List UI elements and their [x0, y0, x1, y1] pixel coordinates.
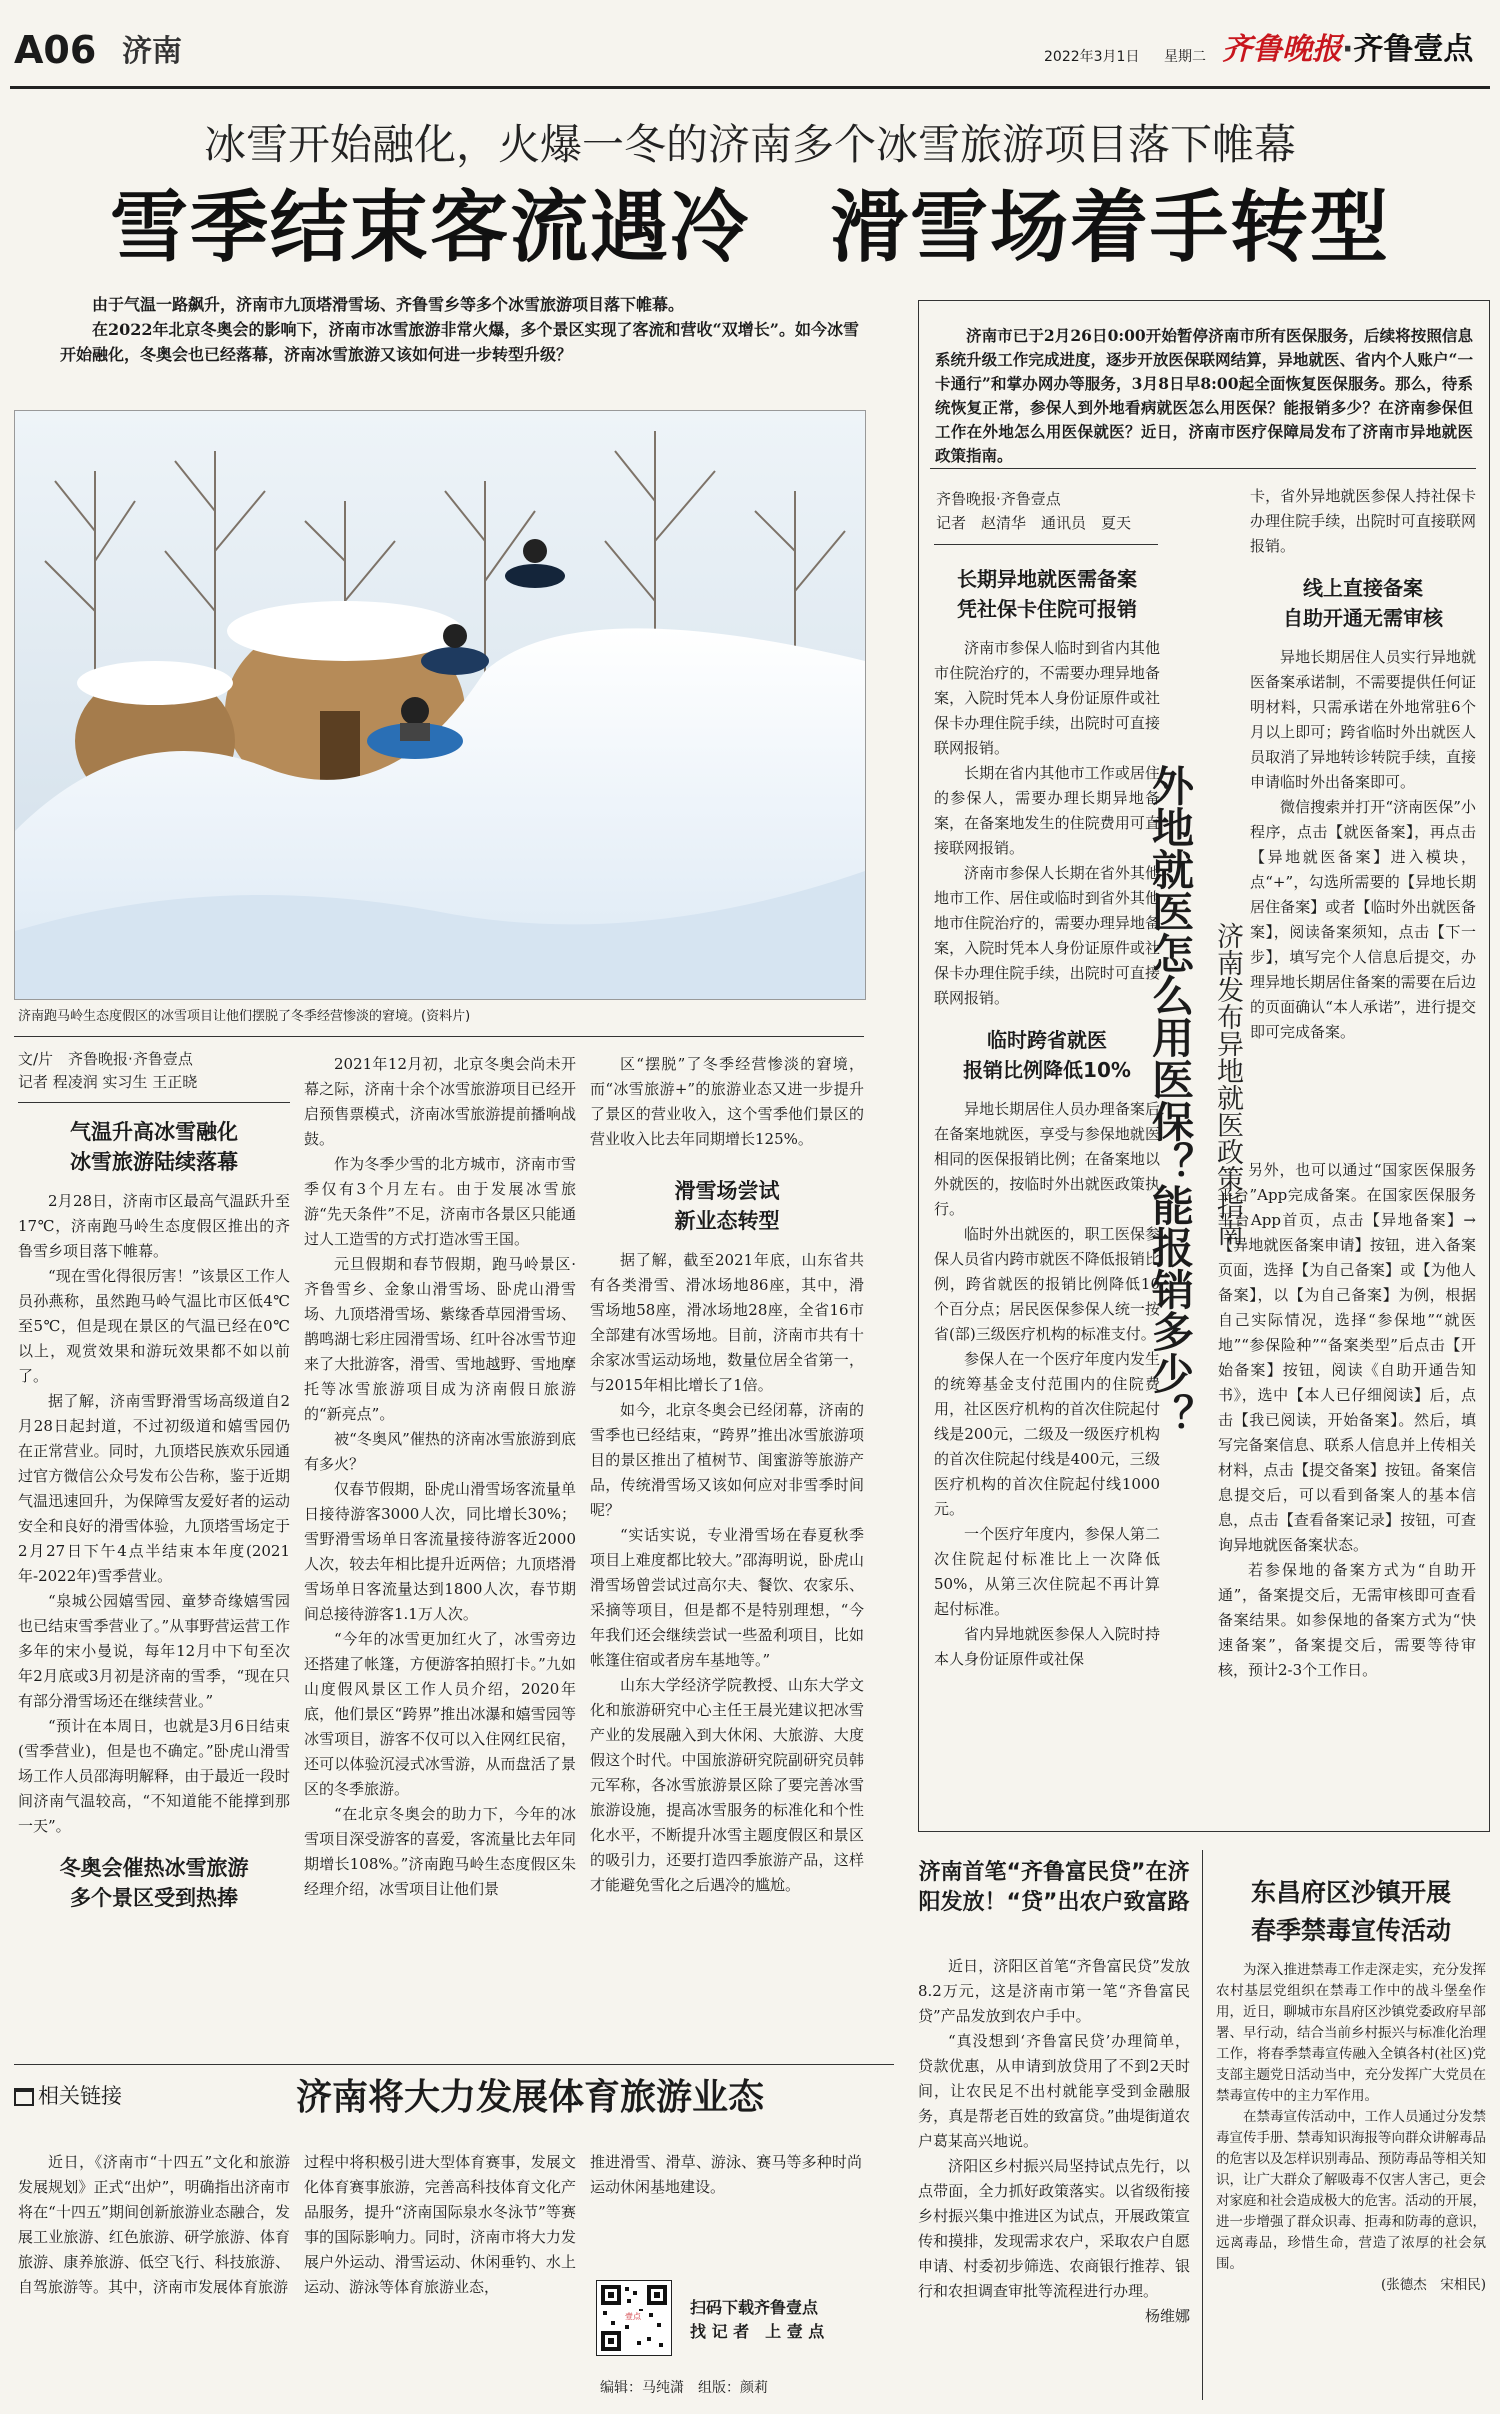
- lead-column-3: [590, 1052, 864, 1898]
- body-para: “真没想到‘齐鲁富民贷’办理简单，贷款优惠，从申请到放贷用了不到2天时间，让农民足不出村就能享受到金融服务，真是帮老百姓的致富贷。”曲堤街道农户葛某高兴地说。: [918, 2032, 1190, 2150]
- logo-black-text: 齐鲁壹点: [1353, 32, 1474, 67]
- qr-code[interactable]: [596, 2280, 672, 2356]
- sports-column-1: [18, 2150, 290, 2300]
- masthead-logo: [1222, 30, 1473, 70]
- qr-center-label: 壹点: [625, 2312, 641, 2321]
- related-link-label: [14, 2082, 122, 2110]
- medical-byline-1: 齐鲁晚报·齐鲁壹点: [936, 490, 1061, 508]
- photo-illustration: [15, 411, 865, 999]
- body-para: 近日，《济南市“十四五”文化和旅游发展规划》正式“出炉”，明确指出济南市将在“十四五”期间创新旅游业态融合，发展工业旅游、红色旅游、研学旅游、体育旅游、康养旅游、低空飞行、科技旅游、自驾旅游等。其中，济南市发展体育旅游: [18, 2153, 290, 2296]
- body-para: 近日，济阳区首笔“齐鲁富民贷”发放8.2万元，这是济南市第一笔“齐鲁富民贷”产品发放到农户手中。: [918, 1957, 1190, 2025]
- body-para: 据了解，济南雪野滑雪场高级道自2月28日起封道，不过初级道和嬉雪园仍在正常营业。同时，九顶塔民族欢乐园通过官方微信公众号发布公告称，鉴于近期气温迅速回升，为保障雪友爱好者的运动安全和良好的滑雪体验，九顶塔雪场定于2月27日下午4点半结束本年度(2021年-2022年)雪季营业。: [18, 1392, 290, 1585]
- medical-byline-2: 记者 赵清华 通讯员 夏天: [936, 514, 1132, 532]
- body-para: 如今，北京冬奥会已经闭幕，济南的雪季也已经结束，“跨界”推出冰雪旅游项目的景区推出了植树节、闺蜜游等旅游产品，传统滑雪场又该如何应对非雪季时间呢？: [590, 1401, 864, 1519]
- medical-small-title: 济南发布异地就医政策指南: [1212, 922, 1243, 1246]
- body-para: “实话实说，专业滑雪场在春夏秋季项目上难度都比较大。”邵海明说，卧虎山滑雪场曾尝试过高尔夫、餐饮、农家乐、采摘等项目，但是都不是特别理想，“今年我们还会继续尝试一些盈利项目，比如帐篷住宿或者房车基地等。”: [590, 1526, 864, 1669]
- body-para: 长期在省内其他市工作或居住的参保人，需要办理长期异地备案，在备案地发生的住院费用可直接联网报销。: [934, 764, 1160, 857]
- link-box-icon: [14, 2088, 34, 2106]
- body-para: 若参保地的备案方式为“自助开通”，备案提交后，无需审核即可查看备案结果。如参保地的备案方式为“快速备案”，备案提交后，需要等待审核，预计2-3个工作日。: [1218, 1561, 1476, 1679]
- lead-intro: [60, 292, 870, 367]
- body-para: 2021年12月初，北京冬奥会尚未开幕之际，济南十余个冰雪旅游项目已经开启预售票模式，济南冰雪旅游提前播响战鼓。: [304, 1055, 576, 1148]
- medical-byline-rule: [934, 544, 1158, 545]
- header-rule: [10, 86, 1490, 89]
- body-para: 参保人在一个医疗年度内发生的统筹基金支付范围内的住院费用，社区医疗机构的首次住院起付线是200元，二级及一级医疗机构的首次住院起付线是400元，三级医疗机构的首次住院起付线1000元。: [934, 1350, 1160, 1518]
- qr-caption: 扫码下载齐鲁壹点 找 记 者 上 壹 点: [690, 2298, 825, 2341]
- drug-body: [1216, 1960, 1486, 2296]
- body-para: 济南市参保人长期在省外其他地市工作、居住或临时到省外其他地市住院治疗的，需要办理异地备案，入院时凭本人身份证原件或社保卡办理住院手续，出院时可直接联网报销。: [934, 864, 1160, 1007]
- body-para: 为深入推进禁毒工作走深走实，充分发挥农村基层党组织在禁毒工作中的战斗堡垒作用，近日，聊城市东昌府区沙镇党委政府早部署、早行动，结合当前乡村振兴与标准化治理工作，将春季禁毒宣传融入全镇各村(社区)党支部主题党日活动当中，充分发挥广大党员在禁毒宣传中的主力军作用。: [1216, 1962, 1486, 2104]
- section-name: 济南: [122, 34, 182, 69]
- body-para: 山东大学经济学院教授、山东大学文化和旅游研究中心主任王晨光建议把冰雪产业的发展融入到大休闲、大旅游、大度假这个时代。中国旅游研究院副研究员韩元军称，各冰雪旅游景区除了要完善冰雪旅游设施，提高冰雪服务的标准化和个性化水平，不断提升冰雪主题度假区和景区的吸引力，还要打造四季旅游产品，这样才能避免雪化之后遇冷的尴尬。: [590, 1676, 864, 1894]
- body-para: 据了解，截至2021年底，山东省共有各类滑雪、滑冰场地86座，其中，滑雪场地58座，滑冰场地28座，全省16市全部建有冰雪场地。目前，济南市共有十余家冰雪运动场地，数量位居全省第一，与2015年相比增长了1倍。: [590, 1251, 864, 1394]
- body-para: 临时外出就医的，职工医保参保人员省内跨市就医不降低报销比例，跨省就医的报销比例降低10个百分点；居民医保参保人统一按省(部)三级医疗机构的标准支付。: [934, 1225, 1160, 1343]
- subhead-cross-province: 临时跨省就医 报销比例降低10%: [963, 1028, 1131, 1082]
- lead-column-2: [304, 1052, 576, 1902]
- body-para: “泉城公园嬉雪园、童梦奇缘嬉雪园也已结束雪季营业了。”从事野营运营工作多年的宋小曼说，每年12月中下旬至次年2月底或3月初是济南的雪季，“现在只有部分滑雪场还在继续营业。”: [18, 1592, 290, 1710]
- subhead-melting: 气温升高冰雪融化 冰雪旅游陆续落幕: [70, 1120, 238, 1174]
- sports-title: 济南将大力发展体育旅游业态: [295, 2077, 764, 2118]
- subhead-online: 线上直接备案 自助开通无需审核: [1283, 576, 1443, 630]
- sports-column-2: [304, 2150, 576, 2300]
- byline-line-1: 文/片 齐鲁晚报·齐鲁壹点: [18, 1050, 193, 1068]
- loan-title: 济南首笔“齐鲁富民贷”在济阳发放！“贷”出农户致富路: [918, 1860, 1190, 1915]
- subhead-transformation: 滑雪场尝试 新业态转型: [674, 1179, 780, 1233]
- medical-column-a: [934, 550, 1160, 1672]
- photo-caption: 济南跑马岭生态度假区的冰雪项目让他们摆脱了冬季经营惨淡的窘境。(资料片): [18, 1009, 471, 1024]
- body-para: 被“冬奥风”催热的济南冰雪旅游到底有多火？: [304, 1430, 576, 1473]
- issue-date: 2022年3月1日: [1044, 49, 1140, 65]
- body-para: 济阳区乡村振兴局坚持试点先行，以点带面，全力抓好政策落实。以省级衔接乡村振兴集中推进区为试点，开展政策宣传和摸排，发现需求农户，采取农户自愿申请、村委初步筛选、农商银行推荐、银行和农担调查审批等流程进行办理。: [918, 2157, 1190, 2300]
- drug-author: (张德杰 宋相民): [1380, 2277, 1486, 2293]
- byline-line-2: 记者 程凌润 实习生 王正晓: [18, 1073, 198, 1091]
- body-para: 区“摆脱”了冬季经营惨淡的窘境，而“冰雪旅游+”的旅游业态又进一步提升了景区的营业收入，这个雪季他们景区的营业收入比去年同期增长125%。: [590, 1055, 864, 1148]
- subhead-long-term: 长期异地就医需备案 凭社保卡住院可报销: [957, 567, 1137, 621]
- intro-para: 在2022年北京冬奥会的影响下，济南市冰雪旅游非常火爆，多个景区实现了客流和营收“双增长”。如今冰雪开始融化，冬奥会也已经落幕，济南冰雪旅游又该如何进一步转型升级？: [60, 320, 859, 364]
- medical-column-c-bottom: [1218, 1158, 1476, 1683]
- kicker: 冰雪开始融化，火爆一冬的济南多个冰雪旅游项目落下帷幕: [203, 120, 1296, 169]
- subhead-olympics: 冬奥会催热冰雪旅游 多个景区受到热捧: [59, 1856, 249, 1910]
- caption-rule: [14, 1036, 864, 1037]
- body-para: 省内异地就医参保人入院时持本人身份证原件或社保: [934, 1625, 1160, 1668]
- loan-author: 杨维娜: [1144, 2307, 1190, 2325]
- body-para: 另外，也可以通过“国家医保服务平台”App完成备案。在国家医保服务平台App首页，点击【异地备案】→【异地就医备案申请】按钮，进入备案页面，选择【为自己备案】或【为他人备案】，以【为自己备案】为例，根据自己实际情况，选择“参保地”“就医地”“参保险种”“备案类型”后点击【开始备案】按钮，阅读《自助开通告知书》，选中【本人已仔细阅读】后，点击【我已阅读，开始备案】。然后，填写完备案信息、联系人信息并上传相关材料，点击【提交备案】按钮。备案信息提交后，可以看到备案人的基本信息，点击【查看备案记录】按钮，可查询异地就医备案状态。: [1218, 1161, 1476, 1554]
- body-para: “预计在本周日，也就是3月6日结束(雪季营业)，但是也不确定。”卧虎山滑雪场工作人员邵海明解释，由于最近一段时间济南气温较高，“不知道能不能撑到那一天”。: [18, 1717, 290, 1835]
- lead-column-1: [18, 1048, 290, 1925]
- body-para: 微信搜索并打开“济南医保”小程序，点击【就医备案】，再点击【异地就医备案】进入模块，点“+”，勾选所需要的【异地长期居住备案】或者【临时外出就医备案】，阅读备案须知，点击【下一步】，填写完个人信息后提交，办理异地长期居住备案的需要在后边的页面确认“本人承诺”，进行提交即可完成备案。: [1250, 798, 1476, 1041]
- sports-column-3: [590, 2150, 862, 2200]
- related-link-text: 相关链接: [38, 2084, 122, 2108]
- loan-body: [918, 1954, 1190, 2329]
- body-para: 在禁毒宣传活动中，工作人员通过分发禁毒宣传手册、禁毒知识海报等向群众讲解毒品的危害以及怎样识别毒品、预防毒品等相关知识，让广大群众了解吸毒不仅害人害己，更会对家庭和社会造成极大的危害。活动的开展，进一步增强了群众识毒、拒毒和防毒的意识，远离毒品，珍惜生命，营造了浓厚的社会氛围。: [1216, 2109, 1486, 2272]
- body-para: 仅春节假期，卧虎山滑雪场客流量单日接待游客3000人次，同比增长30%；雪野滑雪场单日客流量接待游客近2000人次，较去年相比提升近两倍；九顶塔滑雪场单日客流量达到1800人次，春节期间总接待游客1.1万人次。: [304, 1480, 576, 1623]
- body-para: 过程中将积极引进大型体育赛事，发展文化体育赛事旅游，完善高科技体育文化产品服务，提升“济南国际泉水冬泳节”等赛事的国际影响力。同时，济南市将大力发展户外运动、滑雪运动、休闲垂钓、水上运动、游泳等体育旅游业态，: [304, 2153, 576, 2296]
- intro-para: 由于气温一路飙升，济南市九顶塔滑雪场、齐鲁雪乡等多个冰雪旅游项目落下帷幕。: [92, 295, 685, 314]
- issue-weekday: 星期二: [1164, 49, 1206, 65]
- body-para: “今年的冰雪更加红火了，冰雪旁边还搭建了帐篷，方便游客拍照打卡。”九如山度假风景区工作人员介绍，2020年底，他们景区“跨界”推出冰瀑和嬉雪园等冰雪项目，游客不仅可以入住网红民宿，还可以体验沉浸式冰雪游，从而盘活了景区的冬季旅游。: [304, 1630, 576, 1798]
- medical-intro-rule: [930, 468, 1476, 469]
- body-para: “现在雪化得很厉害！”该景区工作人员孙燕称，虽然跑马岭气温比市区低4℃至5℃，但是现在景区的气温已经在0℃以上，观赏效果和游玩效果都不如以前了。: [18, 1267, 290, 1385]
- drug-title: 东昌府区沙镇开展 春季禁毒宣传活动: [1250, 1878, 1451, 1945]
- byline-rule: [18, 1102, 290, 1103]
- body-para: “在北京冬奥会的助力下，今年的冰雪项目深受游客的喜爱，客流量比去年同期增长108%。”济南跑马岭生态度假区朱经理介绍，冰雪项目让他们景: [304, 1805, 576, 1898]
- body-para: 推进滑雪、滑草、游泳、赛马等多种时尚运动休闲基地建设。: [590, 2153, 862, 2196]
- body-para: 作为冬季少雪的北方城市，济南市雪季仅有3个月左右。由于发展冰雪旅游“先天条件”不足，济南市各景区只能通过人工造雪的方式打造冰雪王国。: [304, 1155, 576, 1248]
- sports-top-rule: [14, 2064, 894, 2065]
- body-para: 元旦假期和春节假期，跑马岭景区·齐鲁雪乡、金象山滑雪场、卧虎山滑雪场、九顶塔滑雪场、紫缘香草园滑雪场、鹊鸣湖七彩庄园滑雪场、红叶谷冰雪节迎来了大批游客，滑雪、雪地越野、雪地摩托等冰雪旅游项目成为济南假日旅游的“新亮点”。: [304, 1255, 576, 1423]
- column-divider: [1202, 1850, 1203, 2400]
- medical-intro: 济南市已于2月26日0:00开始暂停济南市所有医保服务，后续将按照信息系统升级工作完成进度，逐步开放医保联网结算，异地就医、省内个人账户“一卡通行”和掌办网办等服务，3月8日早8:00起全面恢复医保服务。那么，待系统恢复正常，参保人到外地看病就医怎么用医保？能报销多少？在济南参保但工作在外地怎么用医保就医？近日，济南市医疗保障局发布了济南市异地就医政策指南。: [935, 326, 1473, 465]
- editor-credit: 编辑：马纯潇 组版：颜莉: [600, 2380, 768, 2396]
- snow-tubing-photo: [14, 410, 866, 1000]
- body-para: 一个医疗年度内，参保人第二次住院起付标准比上一次降低50%，从第三次住院起不再计算起付标准。: [934, 1525, 1160, 1618]
- body-para: 异地长期居住人员办理备案后在备案地就医，享受与参保地就医相同的医保报销比例；在备案地以外就医的，按临时外出就医政策执行。: [934, 1100, 1160, 1218]
- body-para: 异地长期居住人员实行异地就医备案承诺制，不需要提供任何证明材料，只需承诺在外地常驻6个月以上即可；跨省临时外出就医人员取消了异地转诊转院手续，直接申请临时外出备案即可。: [1250, 648, 1476, 791]
- body-para: 卡，省外异地就医参保人持社保卡办理住院手续，出院时可直接联网报销。: [1250, 487, 1476, 555]
- body-para: 2月28日，济南市区最高气温跃升至17℃，济南跑马岭生态度假区推出的齐鲁雪乡项目落下帷幕。: [18, 1192, 290, 1260]
- medical-big-title: 外地就医怎么用医保？能报销多少？: [1146, 764, 1195, 1436]
- logo-red-text: 齐鲁晚报: [1222, 32, 1342, 67]
- headline: 雪季结束客流遇冷 滑雪场着手转型: [109, 183, 1390, 273]
- body-para: 济南市参保人临时到省内其他市住院治疗的，不需要办理异地备案，入院时凭本人身份证原件或社保卡办理住院手续，出院时可直接联网报销。: [934, 639, 1160, 757]
- logo-dot: ·: [1342, 32, 1354, 67]
- medical-column-c-top: [1250, 484, 1476, 1045]
- page-number: A06: [14, 28, 97, 72]
